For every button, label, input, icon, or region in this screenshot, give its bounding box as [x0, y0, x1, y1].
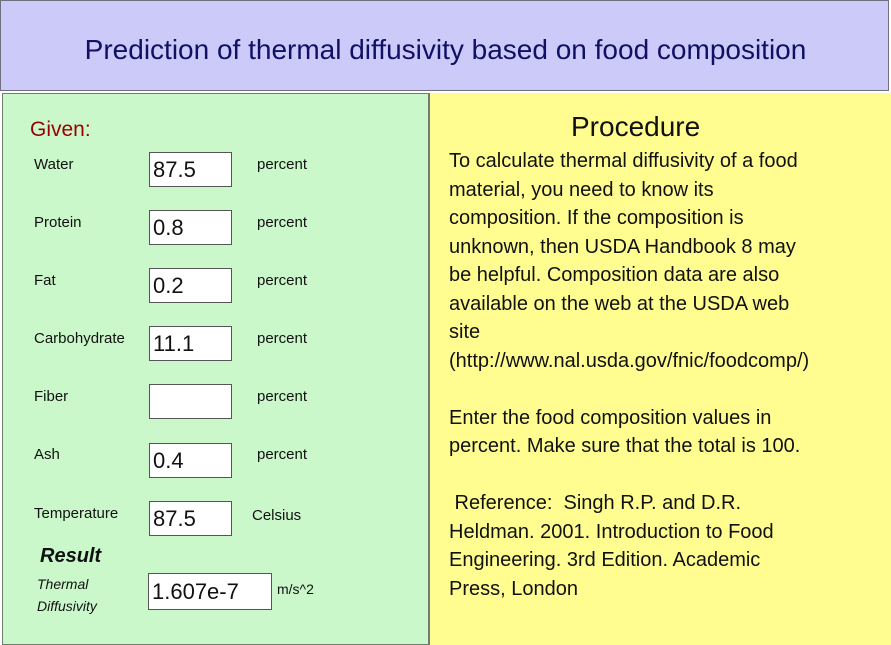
carbohydrate-input[interactable]: 11.1	[149, 326, 232, 361]
temperature-label: Temperature	[34, 505, 119, 522]
procedure-line: material, you need to know its	[449, 178, 714, 201]
temperature-input[interactable]: 87.5	[149, 501, 232, 536]
procedure-line: unknown, then USDA Handbook 8 may	[449, 235, 796, 258]
ash-input[interactable]: 0.4	[149, 443, 232, 478]
fiber-unit: percent	[257, 388, 308, 405]
result-label-line1: Thermal	[37, 576, 89, 592]
result-label-line2: Diffusivity	[37, 598, 97, 614]
result-unit: m/s^2	[277, 581, 314, 597]
reference-line: Engineering. 3rd Edition. Academic	[449, 549, 761, 571]
reference-line: Press, London	[449, 577, 578, 600]
protein-unit: percent	[257, 214, 308, 231]
protein-label: Protein	[34, 214, 82, 231]
result-heading: Result	[40, 545, 102, 567]
page-title: Prediction of thermal diffusivity based on food composition	[84, 34, 807, 65]
ash-unit: percent	[257, 446, 308, 463]
ash-label: Ash	[34, 446, 60, 463]
page-header	[0, 0, 889, 91]
temperature-unit: Celsius	[252, 507, 302, 524]
procedure-line: percent. Make sure that the total is 100.	[449, 435, 801, 457]
carbohydrate-label: Carbohydrate	[34, 330, 125, 347]
fiber-input[interactable]	[149, 384, 232, 419]
procedure-url: (http://www.nal.usda.gov/fnic/foodcomp/)	[449, 349, 810, 372]
procedure-line: site	[449, 321, 481, 343]
procedure-line: Enter the food composition values in	[449, 406, 772, 429]
procedure-line: To calculate thermal diffusivity of a food	[449, 150, 798, 172]
given-heading: Given:	[30, 118, 91, 141]
fat-unit: percent	[257, 272, 308, 289]
fat-input[interactable]: 0.2	[149, 268, 232, 303]
carbohydrate-unit: percent	[257, 330, 308, 347]
paragraph-spacer	[449, 461, 879, 490]
paragraph-spacer	[449, 375, 879, 404]
fiber-label: Fiber	[34, 388, 69, 405]
water-label: Water	[34, 156, 74, 173]
thermal-diffusivity-output: 1.607e-7	[148, 573, 272, 610]
fat-label: Fat	[34, 272, 56, 289]
water-input[interactable]: 87.5	[149, 152, 232, 187]
procedure-line: be helpful. Composition data are also	[449, 264, 780, 286]
protein-input[interactable]: 0.8	[149, 210, 232, 245]
procedure-title: Procedure	[571, 111, 701, 142]
reference-line: Reference: Singh R.P. and D.R.	[449, 492, 742, 514]
water-unit: percent	[257, 156, 308, 173]
procedure-line: available on the web at the USDA web	[449, 292, 790, 315]
procedure-line: composition. If the composition is	[449, 207, 744, 229]
reference-line: Heldman. 2001. Introduction to Food	[449, 520, 774, 543]
procedure-text	[449, 147, 879, 603]
